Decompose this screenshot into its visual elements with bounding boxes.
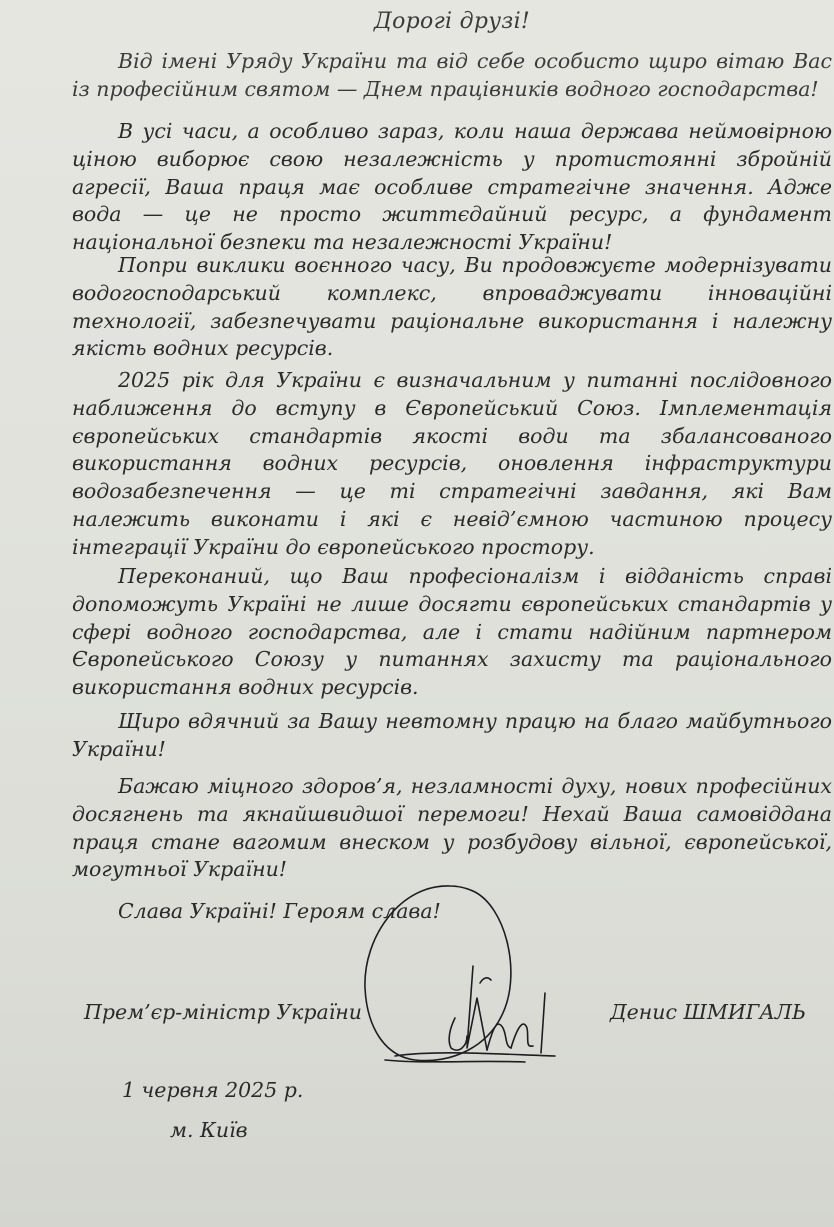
greeting: Дорогі друзі! bbox=[373, 9, 531, 34]
paragraph-confidence: Переконаний, що Ваш професіоналізм і відданість справі допоможуть Україні не лише досягти європейських стандартів у сфері водного господарства, але і стати надійним партнером Європейського Союзу у питаннях захисту та раціонального використання водних ресурсів. bbox=[72, 564, 832, 700]
letter-date: 1 червня 2025 р. bbox=[122, 1078, 304, 1102]
signatory-name: Денис ШМИГАЛЬ bbox=[610, 1000, 806, 1024]
paragraph-greeting: Від імені Уряду України та від себе особисто щиро вітаю Вас із професійним святом — Днем працівників водного господарства! bbox=[72, 49, 832, 101]
paragraph-modernization: Попри виклики воєнного часу, Ви продовжуєте модернізувати водогосподарський комплекс, впроваджувати інноваційні технології, забезпечувати раціональне використання і належну якість водних ресурсів. bbox=[72, 253, 832, 361]
handwritten-signature-icon bbox=[355, 878, 565, 1073]
paragraph-eu-integration: 2025 рік для України є визначальним у питанні послідовного наближення до вступу в Європейський Союз. Імплементація європейських стандартів якості води та збалансованого використання водних ресурсів, оновлення інфраструктури водозабезпечення — це ті стратегічні завдання, які Вам належить виконати і які є невід’ємною частиною процесу інтеграції України до європейського простору. bbox=[72, 368, 832, 559]
signatory-title: Прем’єр-міністр України bbox=[84, 1000, 363, 1024]
paragraph-gratitude: Щиро вдячний за Вашу невтомну працю на благо майбутнього України! bbox=[72, 709, 832, 761]
paragraph-slogan: Слава Україні! Героям слава! bbox=[118, 899, 441, 923]
paragraph-strategic-importance: В усі часи, а особливо зараз, коли наша держава неймовірною ціною виборює свою незалежність у протистоянні збройній агресії, Ваша праця має особливе стратегічне значення. Адже вода — це не просто життєдайний ресурс, а фундамент національної безпеки та незалежності України! bbox=[72, 119, 832, 255]
letter-city: м. Київ bbox=[170, 1118, 248, 1142]
paragraph-wishes: Бажаю міцного здоров’я, незламності духу, нових професійних досягнень та якнайшвидшої перемоги! Нехай Ваша самовіддана праця стане вагомим внеском у розбудову вільної, європейської, могутньої України! bbox=[72, 774, 832, 882]
